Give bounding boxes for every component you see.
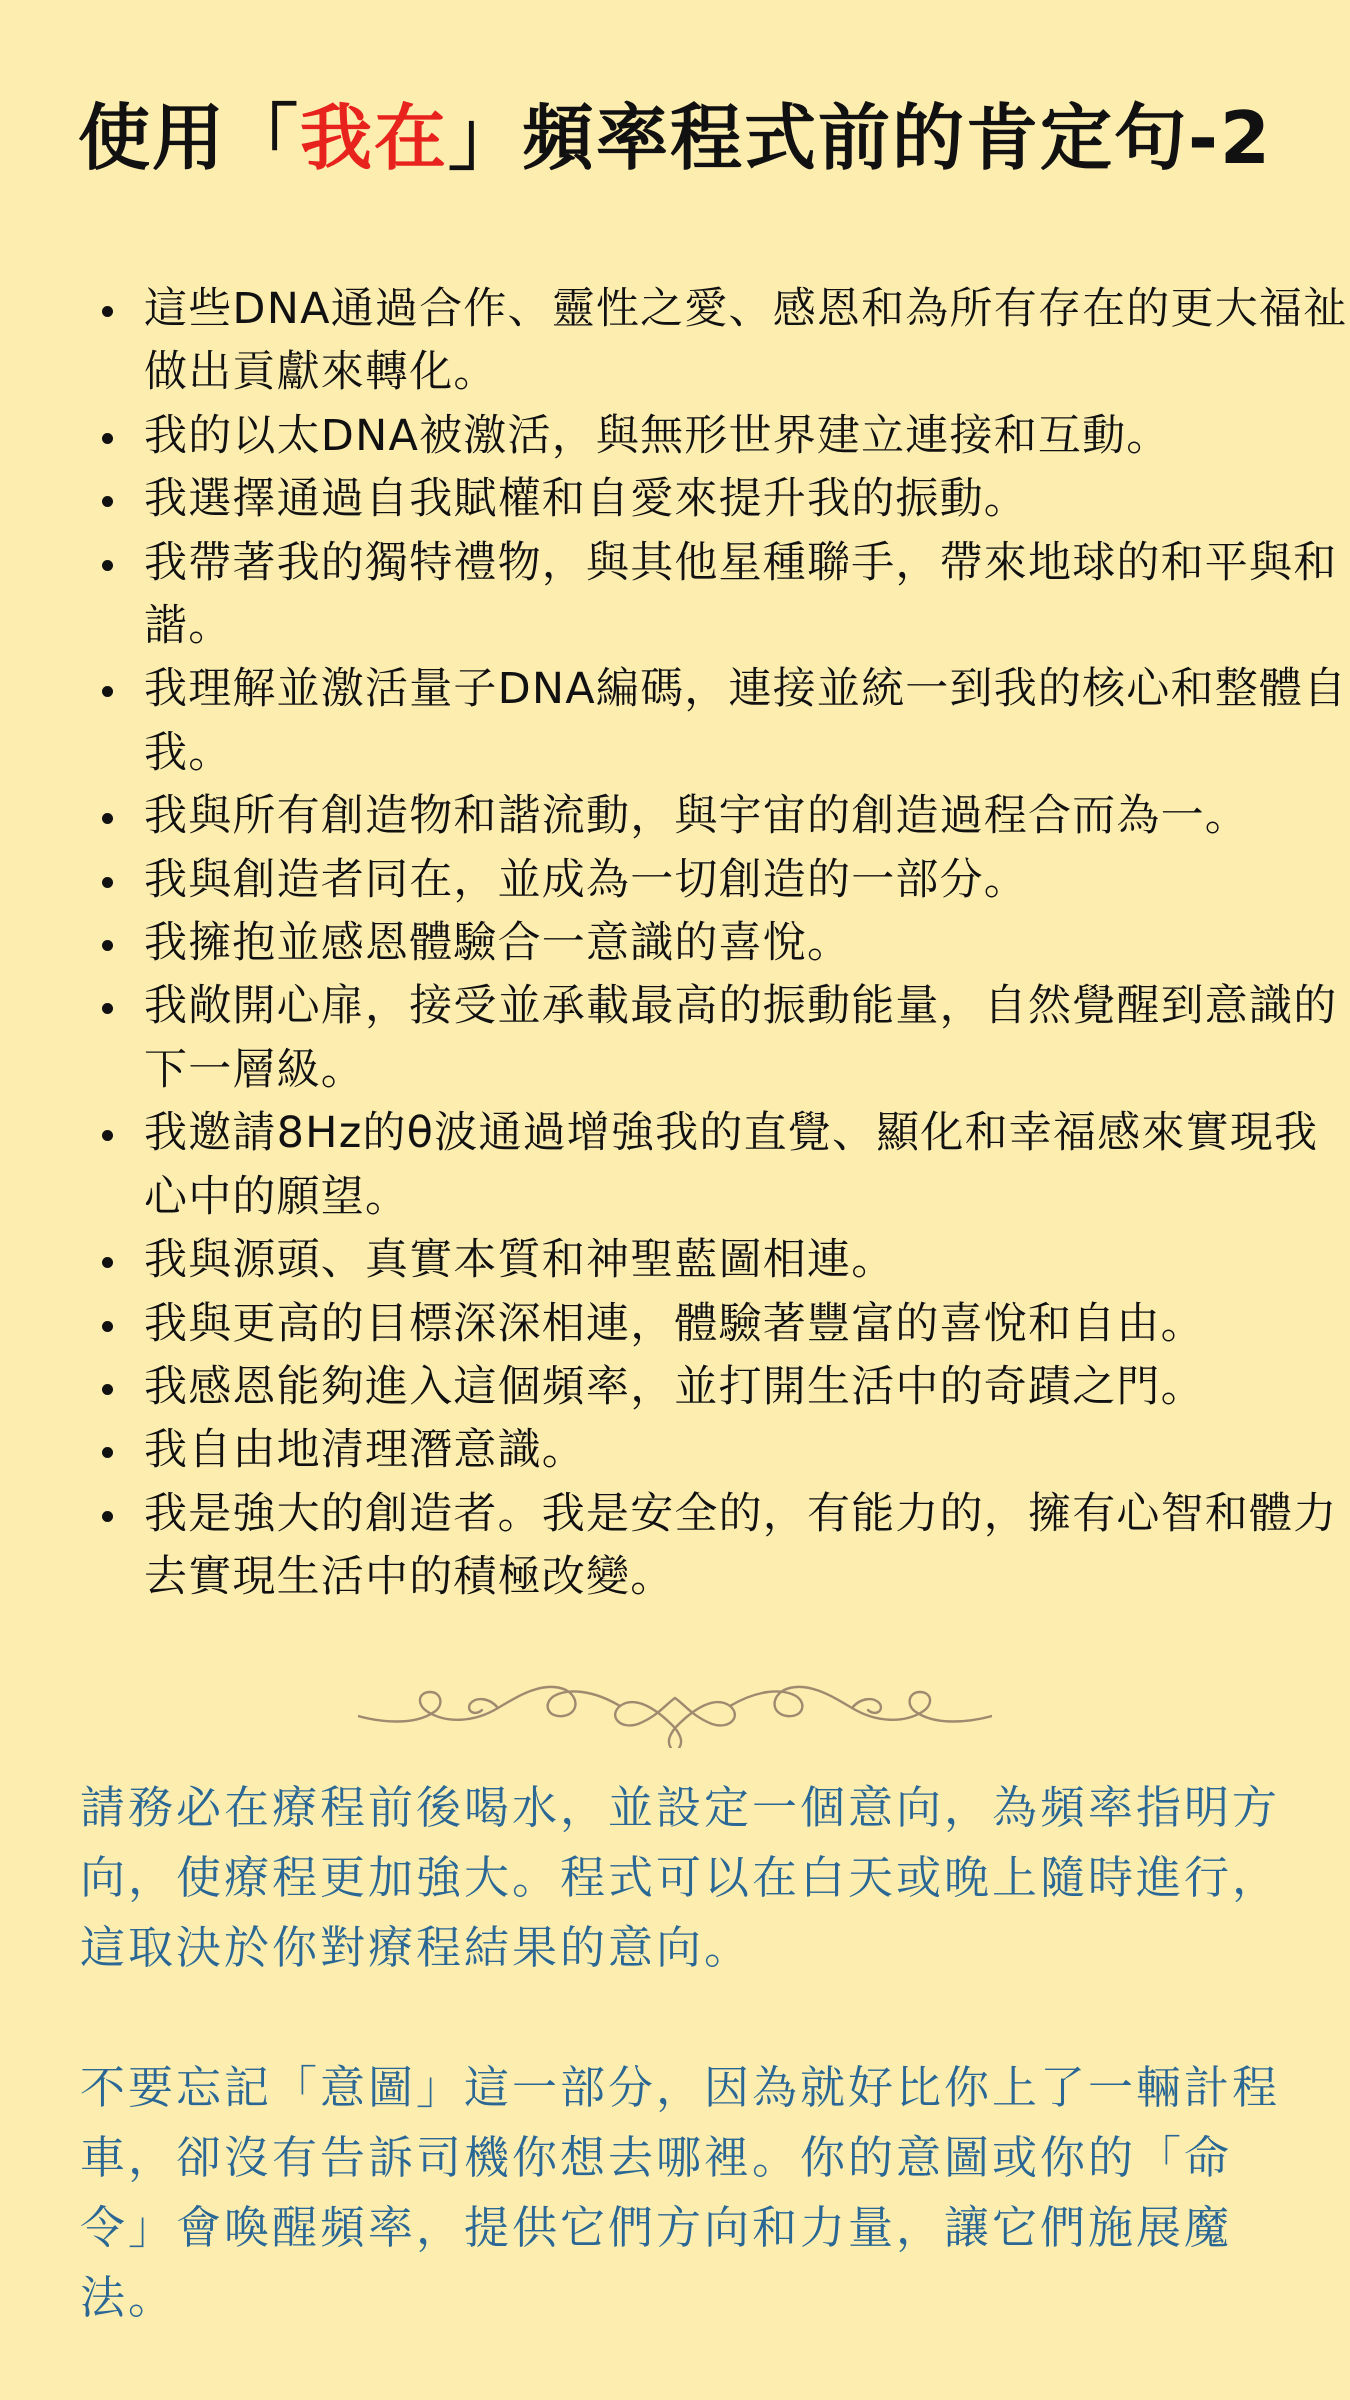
title-highlight: 我在 xyxy=(300,96,449,180)
page-title xyxy=(0,92,1350,184)
intention-reminder-note: 不要忘記「意圖」這一部分，因為就好比你上了一輛計程車，卻沒有告訴司機你想去哪裡。你的意圖或你的「命令」會喚醒頻率，提供它們方向和力量，讓它們施展魔法。 xyxy=(80,2061,1281,2324)
list-item: 我與所有創造物和諧流動，與宇宙的創造過程合而為一。 xyxy=(144,785,1350,848)
list-item: 我與源頭、真實本質和神聖藍圖相連。 xyxy=(144,1229,1350,1292)
list-item: 我感恩能夠進入這個頻率，並打開生活中的奇蹟之門。 xyxy=(144,1356,1350,1419)
list-item: 我帶著我的獨特禮物，與其他星種聯手，帶來地球的和平與和諧。 xyxy=(144,532,1350,659)
list-item: 我擁抱並感恩體驗合一意識的喜悅。 xyxy=(144,912,1350,975)
list-item: 我與更高的目標深深相連，體驗著豐富的喜悅和自由。 xyxy=(144,1293,1350,1356)
title-prefix: 使用「 xyxy=(77,96,300,180)
list-item: 我敞開心扉，接受並承載最高的振動能量，自然覺醒到意識的下一層級。 xyxy=(144,975,1350,1102)
list-item: 我是強大的創造者。我是安全的，有能力的，擁有心智和體力去實現生活中的積極改變。 xyxy=(144,1483,1350,1610)
list-item: 我與創造者同在，並成為一切創造的一部分。 xyxy=(144,849,1350,912)
list-item: 我的以太DNA被激活，與無形世界建立連接和互動。 xyxy=(144,405,1350,468)
list-item: 我自由地清理潛意識。 xyxy=(144,1419,1350,1482)
affirmation-list xyxy=(92,278,1350,1610)
hydration-intent-note: 請務必在療程前後喝水，並設定一個意向，為頻率指明方向，使療程更加強大。程式可以在白天或晚上隨時進行，這取決於你對療程結果的意向。 xyxy=(80,1781,1281,1974)
list-item: 我理解並激活量子DNA編碼，連接並統一到我的核心和整體自我。 xyxy=(144,658,1350,785)
list-item: 我邀請8Hz的θ波通過增強我的直覺、顯化和幸福感來實現我心中的願望。 xyxy=(144,1102,1350,1229)
title-suffix: 」頻率程式前的肯定句-2 xyxy=(448,96,1272,180)
list-item: 我選擇通過自我賦權和自愛來提升我的振動。 xyxy=(144,468,1350,531)
list-item: 這些DNA通過合作、靈性之愛、感恩和為所有存在的更大福祉做出貢獻來轉化。 xyxy=(144,278,1350,405)
ornamental-flourish-divider-icon xyxy=(358,1668,992,1748)
